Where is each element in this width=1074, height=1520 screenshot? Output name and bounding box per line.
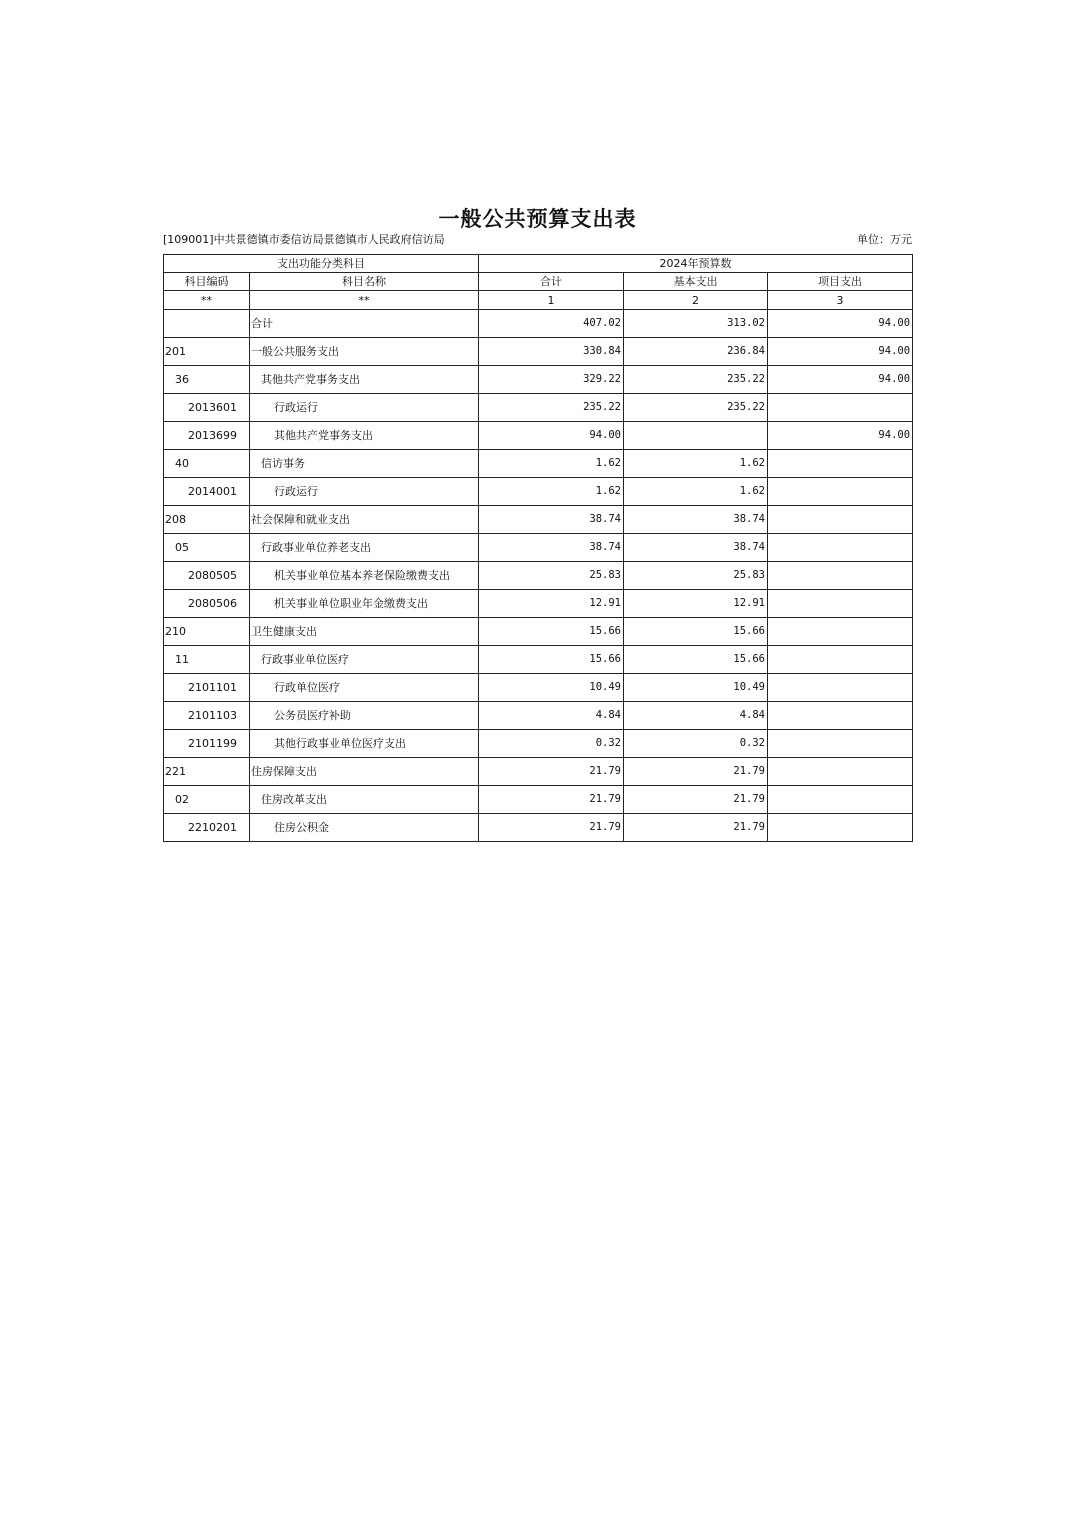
row-code-cell: 208 bbox=[164, 506, 250, 534]
row-project-cell bbox=[768, 702, 913, 730]
row-code-cell: 2080505 bbox=[164, 562, 250, 590]
row-name-cell: 公务员医疗补助 bbox=[250, 702, 479, 730]
row-total-cell: 12.91 bbox=[479, 590, 624, 618]
row-project-cell: 94.00 bbox=[768, 366, 913, 394]
column-header-total: 合计 bbox=[479, 273, 624, 291]
row-project-cell bbox=[768, 534, 913, 562]
row-name-cell: 行政事业单位医疗 bbox=[250, 646, 479, 674]
table-body bbox=[164, 310, 913, 842]
row-project-cell bbox=[768, 646, 913, 674]
table-row bbox=[164, 618, 913, 646]
row-total-cell: 407.02 bbox=[479, 310, 624, 338]
table-row bbox=[164, 310, 913, 338]
sheet-meta bbox=[163, 232, 912, 254]
table-row bbox=[164, 590, 913, 618]
row-total-cell: 0.32 bbox=[479, 730, 624, 758]
row-basic-cell: 0.32 bbox=[624, 730, 768, 758]
index-cell: ** bbox=[164, 291, 250, 310]
unit-label: 单位：万元 bbox=[857, 233, 912, 246]
index-cell: ** bbox=[250, 291, 479, 310]
row-total-cell: 1.62 bbox=[479, 478, 624, 506]
row-total-cell: 235.22 bbox=[479, 394, 624, 422]
page-title: 一般公共预算支出表 bbox=[438, 206, 637, 231]
row-total-cell: 4.84 bbox=[479, 702, 624, 730]
column-header-basic: 基本支出 bbox=[624, 273, 768, 291]
row-total-cell: 21.79 bbox=[479, 786, 624, 814]
row-code-cell: 201 bbox=[164, 338, 250, 366]
row-project-cell: 94.00 bbox=[768, 422, 913, 450]
table-row bbox=[164, 534, 913, 562]
row-basic-cell: 15.66 bbox=[624, 646, 768, 674]
row-basic-cell: 313.02 bbox=[624, 310, 768, 338]
row-name-cell: 行政单位医疗 bbox=[250, 674, 479, 702]
row-basic-cell: 10.49 bbox=[624, 674, 768, 702]
table-row bbox=[164, 394, 913, 422]
table-row bbox=[164, 450, 913, 478]
table-row bbox=[164, 730, 913, 758]
row-basic-cell: 4.84 bbox=[624, 702, 768, 730]
row-basic-cell: 38.74 bbox=[624, 506, 768, 534]
row-name-cell: 合计 bbox=[250, 310, 479, 338]
row-basic-cell bbox=[624, 422, 768, 450]
row-code-cell: 11 bbox=[164, 646, 250, 674]
row-total-cell: 38.74 bbox=[479, 506, 624, 534]
row-project-cell bbox=[768, 394, 913, 422]
row-basic-cell: 21.79 bbox=[624, 814, 768, 842]
group-header-classification: 支出功能分类科目 bbox=[164, 255, 479, 273]
row-name-cell: 住房公积金 bbox=[250, 814, 479, 842]
row-total-cell: 94.00 bbox=[479, 422, 624, 450]
row-project-cell bbox=[768, 506, 913, 534]
table-row bbox=[164, 422, 913, 450]
row-name-cell: 机关事业单位职业年金缴费支出 bbox=[250, 590, 479, 618]
table-row bbox=[164, 786, 913, 814]
row-basic-cell: 235.22 bbox=[624, 366, 768, 394]
row-name-cell: 其他共产党事务支出 bbox=[250, 422, 479, 450]
row-code-cell bbox=[164, 310, 250, 338]
row-basic-cell: 235.22 bbox=[624, 394, 768, 422]
row-code-cell: 2210201 bbox=[164, 814, 250, 842]
row-code-cell: 2101101 bbox=[164, 674, 250, 702]
index-cell: 2 bbox=[624, 291, 768, 310]
row-basic-cell: 1.62 bbox=[624, 478, 768, 506]
row-name-cell: 机关事业单位基本养老保险缴费支出 bbox=[250, 562, 479, 590]
row-project-cell bbox=[768, 618, 913, 646]
row-name-cell: 一般公共服务支出 bbox=[250, 338, 479, 366]
row-total-cell: 15.66 bbox=[479, 618, 624, 646]
row-basic-cell: 21.79 bbox=[624, 758, 768, 786]
row-basic-cell: 1.62 bbox=[624, 450, 768, 478]
table-row bbox=[164, 646, 913, 674]
row-name-cell: 其他共产党事务支出 bbox=[250, 366, 479, 394]
row-project-cell bbox=[768, 674, 913, 702]
row-name-cell: 社会保障和就业支出 bbox=[250, 506, 479, 534]
row-project-cell bbox=[768, 590, 913, 618]
index-cell: 3 bbox=[768, 291, 913, 310]
row-project-cell bbox=[768, 758, 913, 786]
column-header-name: 科目名称 bbox=[250, 273, 479, 291]
row-total-cell: 10.49 bbox=[479, 674, 624, 702]
row-basic-cell: 15.66 bbox=[624, 618, 768, 646]
row-code-cell: 221 bbox=[164, 758, 250, 786]
row-basic-cell: 12.91 bbox=[624, 590, 768, 618]
table-row bbox=[164, 478, 913, 506]
table-row bbox=[164, 562, 913, 590]
row-basic-cell: 25.83 bbox=[624, 562, 768, 590]
row-project-cell bbox=[768, 478, 913, 506]
row-project-cell bbox=[768, 450, 913, 478]
row-project-cell bbox=[768, 730, 913, 758]
row-name-cell: 住房保障支出 bbox=[250, 758, 479, 786]
row-name-cell: 信访事务 bbox=[250, 450, 479, 478]
row-total-cell: 15.66 bbox=[479, 646, 624, 674]
column-header-project: 项目支出 bbox=[768, 273, 913, 291]
row-name-cell: 行政运行 bbox=[250, 394, 479, 422]
row-code-cell: 40 bbox=[164, 450, 250, 478]
row-total-cell: 25.83 bbox=[479, 562, 624, 590]
row-code-cell: 2101199 bbox=[164, 730, 250, 758]
row-project-cell: 94.00 bbox=[768, 310, 913, 338]
organization-label: [109001]中共景德镇市委信访局景德镇市人民政府信访局 bbox=[163, 233, 445, 246]
row-code-cell: 05 bbox=[164, 534, 250, 562]
row-code-cell: 2013699 bbox=[164, 422, 250, 450]
row-code-cell: 2080506 bbox=[164, 590, 250, 618]
row-code-cell: 36 bbox=[164, 366, 250, 394]
row-code-cell: 2101103 bbox=[164, 702, 250, 730]
table-row bbox=[164, 338, 913, 366]
row-name-cell: 其他行政事业单位医疗支出 bbox=[250, 730, 479, 758]
table-row bbox=[164, 674, 913, 702]
budget-sheet bbox=[163, 186, 912, 842]
row-total-cell: 330.84 bbox=[479, 338, 624, 366]
row-name-cell: 行政事业单位养老支出 bbox=[250, 534, 479, 562]
row-project-cell bbox=[768, 562, 913, 590]
row-code-cell: 2014001 bbox=[164, 478, 250, 506]
row-total-cell: 21.79 bbox=[479, 758, 624, 786]
index-cell: 1 bbox=[479, 291, 624, 310]
row-total-cell: 1.62 bbox=[479, 450, 624, 478]
group-header-budget: 2024年预算数 bbox=[479, 255, 913, 273]
row-basic-cell: 236.84 bbox=[624, 338, 768, 366]
table-row bbox=[164, 814, 913, 842]
table-row bbox=[164, 702, 913, 730]
row-total-cell: 38.74 bbox=[479, 534, 624, 562]
row-name-cell: 行政运行 bbox=[250, 478, 479, 506]
table-row bbox=[164, 506, 913, 534]
row-total-cell: 329.22 bbox=[479, 366, 624, 394]
row-code-cell: 210 bbox=[164, 618, 250, 646]
table-row bbox=[164, 366, 913, 394]
table-row bbox=[164, 758, 913, 786]
row-basic-cell: 38.74 bbox=[624, 534, 768, 562]
row-code-cell: 02 bbox=[164, 786, 250, 814]
row-project-cell bbox=[768, 786, 913, 814]
row-project-cell bbox=[768, 814, 913, 842]
row-total-cell: 21.79 bbox=[479, 814, 624, 842]
expenditure-table bbox=[163, 254, 913, 842]
row-basic-cell: 21.79 bbox=[624, 786, 768, 814]
column-header-code: 科目编码 bbox=[164, 273, 250, 291]
row-name-cell: 住房改革支出 bbox=[250, 786, 479, 814]
row-code-cell: 2013601 bbox=[164, 394, 250, 422]
row-name-cell: 卫生健康支出 bbox=[250, 618, 479, 646]
row-project-cell: 94.00 bbox=[768, 338, 913, 366]
